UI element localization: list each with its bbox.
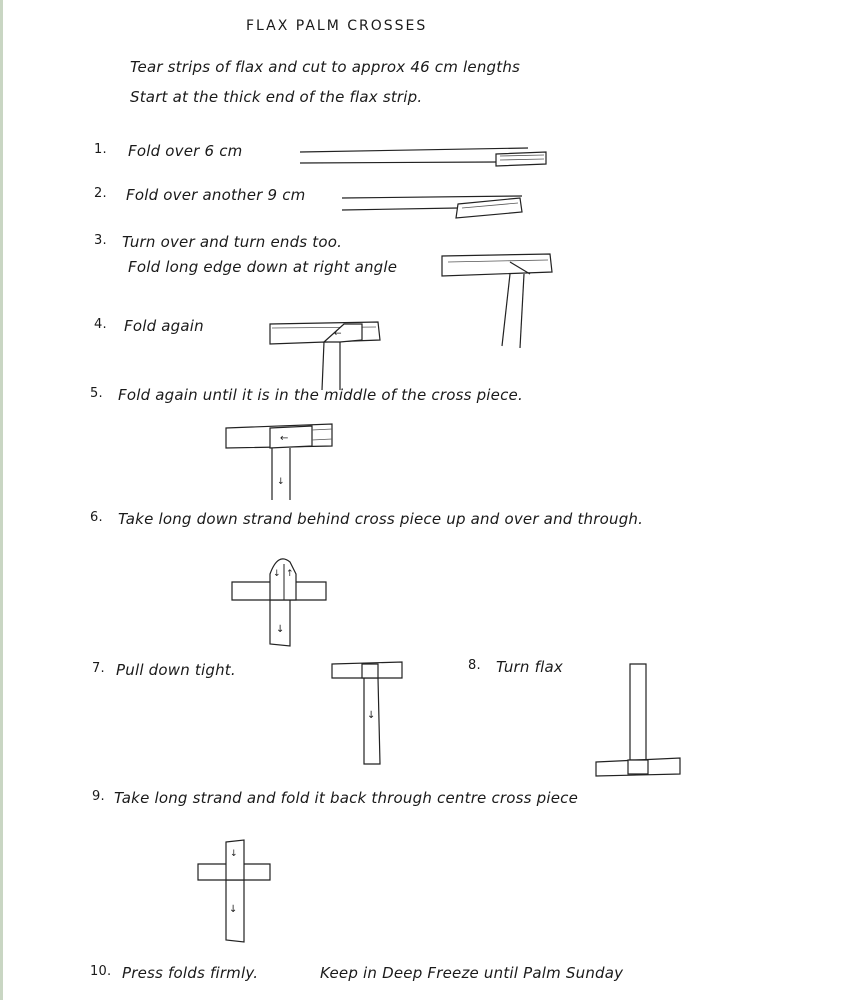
step-1-diagram	[300, 142, 552, 176]
step-6-text: Take long down strand behind cross piece up and over and through.	[118, 510, 644, 528]
step-3-text-line-2: Fold long edge down at right angle	[128, 258, 398, 276]
svg-text:↓: ↓	[273, 569, 281, 579]
step-5-diagram	[224, 420, 336, 502]
page-edge	[0, 0, 3, 1000]
step-8-diagram	[594, 662, 684, 780]
step-9-diagram	[196, 838, 276, 944]
page-title: FLAX PALM CROSSES	[246, 18, 428, 34]
step-5-text: Fold again until it is in the middle of the cross piece.	[118, 386, 523, 404]
step-8-text: Turn flax	[496, 658, 563, 676]
step-2-diagram	[342, 186, 528, 224]
step-3-text-line-1: Turn over and turn ends too.	[122, 233, 343, 251]
intro-line-1: Tear strips of flax and cut to approx 46 cm lengths	[130, 58, 521, 76]
svg-text:↓: ↓	[367, 710, 376, 721]
step-6-number: 6.	[90, 510, 103, 525]
step-7-number: 7.	[92, 661, 105, 676]
step-4-text: Fold again	[124, 317, 204, 335]
step-3-diagram	[440, 250, 556, 350]
step-1-text: Fold over 6 cm	[128, 142, 243, 160]
step-9-number: 9.	[92, 789, 105, 804]
step-7-text: Pull down tight.	[116, 661, 236, 679]
svg-text:↓: ↓	[276, 624, 285, 635]
step-2-text: Fold over another 9 cm	[126, 186, 306, 204]
step-4-number: 4.	[94, 317, 107, 332]
svg-text:←: ←	[280, 433, 289, 444]
step-7-diagram	[330, 660, 406, 768]
step-5-number: 5.	[90, 386, 103, 401]
step-10-number: 10.	[90, 964, 112, 979]
step-10-text-part-1: Press folds firmly.	[122, 964, 259, 982]
step-9-text: Take long strand and fold it back through centre cross piece	[114, 789, 579, 807]
svg-text:↓: ↓	[229, 904, 238, 915]
step-4-diagram	[268, 316, 382, 392]
step-10-text-part-2: Keep in Deep Freeze until Palm Sunday	[320, 964, 624, 982]
intro-line-2: Start at the thick end of the flax strip.	[130, 88, 423, 106]
step-2-number: 2.	[94, 186, 107, 201]
svg-text:↑: ↑	[286, 569, 294, 579]
step-6-diagram	[230, 552, 330, 648]
svg-text:←: ←	[334, 329, 342, 339]
svg-text:↓: ↓	[277, 477, 285, 487]
step-1-number: 1.	[94, 142, 107, 157]
step-3-number: 3.	[94, 233, 107, 248]
step-8-number: 8.	[468, 658, 481, 673]
svg-text:↓: ↓	[230, 849, 238, 859]
